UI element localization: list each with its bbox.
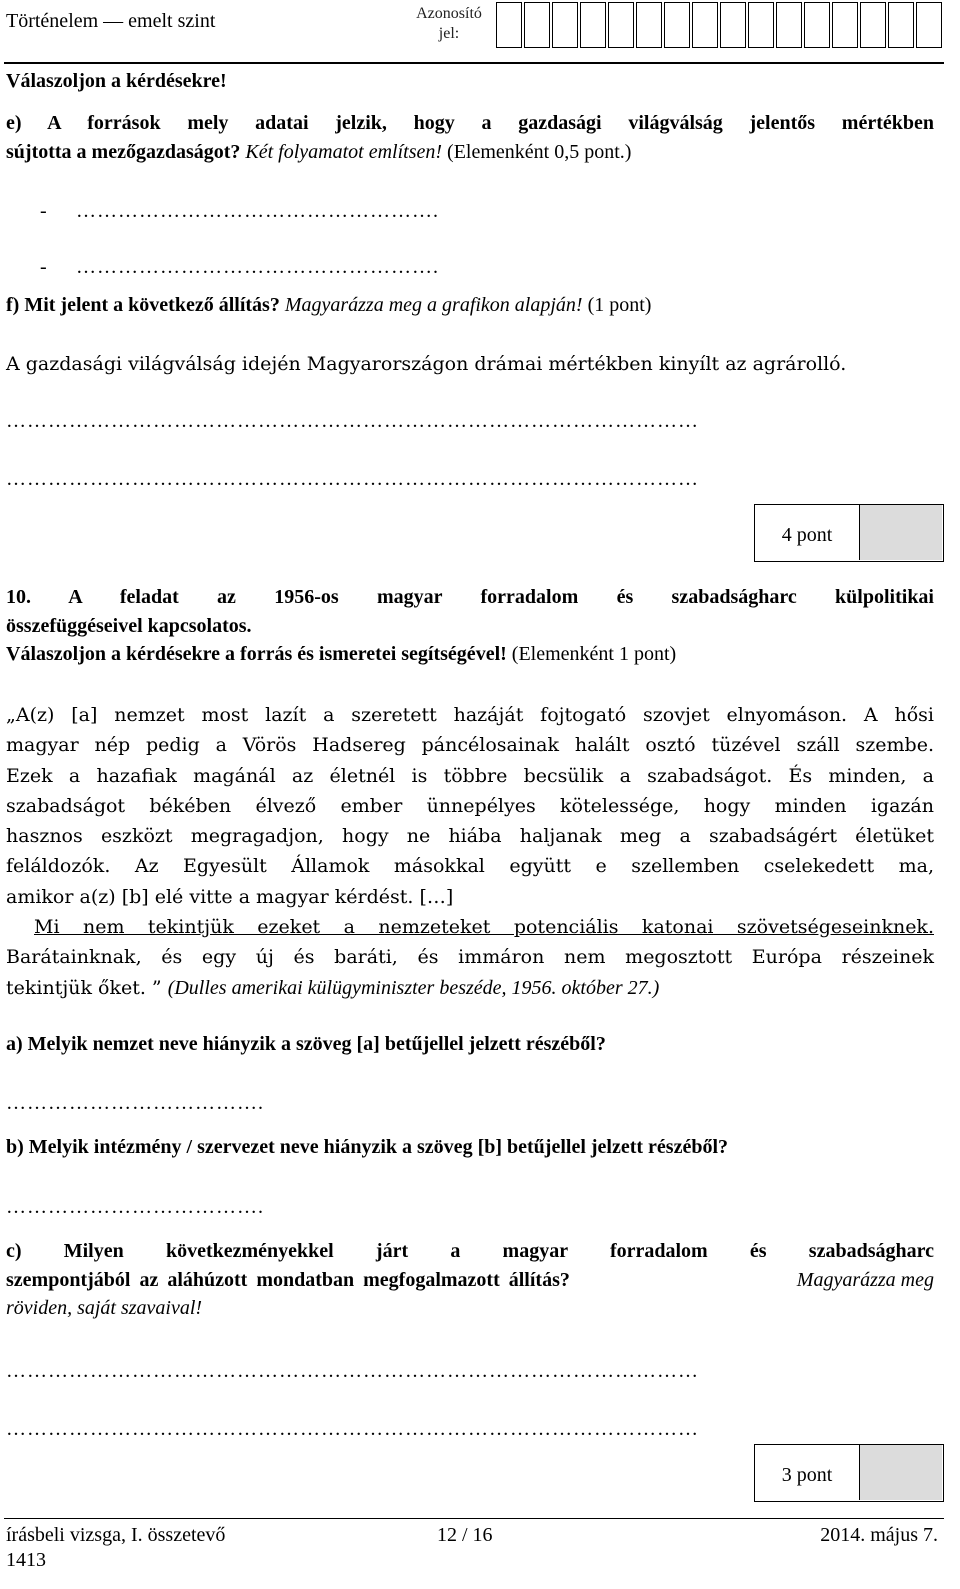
section10-title-line2: összefüggéseivel kapcsolatos. [6,615,252,637]
source-line: feláldozók. Az Egyesült Államok másokkal együtt e szellemben cselekedett ma, [6,855,934,878]
answer-line-1[interactable]: ……………………………………………. [76,200,439,222]
answer-line-c1[interactable]: ……………………………………………………………………………………… [6,1360,699,1382]
source-line: magyar nép pedig a Vörös Hadsereg páncélosainak halált osztó tüzével száll szembe. [6,734,934,757]
question-f-statement: A gazdasági világválság idején Magyarországon drámai mértékben kinyílt az agrárolló. [6,353,847,375]
section10-instruction-bold: Válaszoljon a kérdésekre a forrás és ismeretei segítségével! [6,643,507,665]
id-label-line2: jel: [438,25,460,42]
section10-title-line1: 10. A feladat az 1956-os magyar forradalom és szabadságharc külpolitikai [6,586,934,608]
id-box[interactable] [776,2,802,48]
question-a: a) Melyik nemzet neve hiányzik a szöveg [a] betűjellel jelzett részéből? [6,1033,606,1055]
footer-page-number: 12 / 16 [437,1524,493,1546]
id-box[interactable] [580,2,606,48]
question-b: b) Melyik intézmény / szervezet neve hiányzik a szöveg [b] betűjellel jelzett részéből? [6,1136,729,1158]
score-label-10: 3 pont [755,1445,860,1500]
question-f [6,294,651,317]
question-e-line1: e) A források mely adatai jelzik, hogy a gazdasági világválság jelentős mértékben [6,112,934,134]
header-id-label [410,4,488,44]
section10-instruction [6,643,676,666]
answer-dash-2: - [40,256,47,278]
id-box[interactable] [608,2,634,48]
id-box[interactable] [552,2,578,48]
question-e-line2 [6,141,631,164]
question-c-bold: szempontjából az aláhúzott mondatban megfogalmazott állítás? [6,1269,570,1291]
source-line: „A(z) [a] nemzet most lazít a szeretett hazáját fojtogató szovjet elnyomáson. A hősi [6,704,934,726]
question-f-italic: Magyarázza meg a grafikon alapján! [284,294,583,316]
footer-code: 1413 [6,1549,46,1571]
answer-line-c2[interactable]: ……………………………………………………………………………………… [6,1418,699,1440]
answer-line-2[interactable]: ……………………………………………. [76,256,439,278]
answer-dash-1: - [40,200,47,222]
question-c-line3: röviden, saját szavaival! [6,1297,203,1319]
id-box[interactable] [832,2,858,48]
footer-rule [4,1518,944,1519]
id-box[interactable] [692,2,718,48]
footer-left: írásbeli vizsga, I. összetevő [6,1524,226,1546]
question-e-points: (Elemenként 0,5 pont.) [447,141,632,163]
question-e-italic: Két folyamatot említsen! [245,141,443,163]
answer-line-3[interactable]: ……………………………………………………………………………………… [6,410,699,432]
question-f-bold: f) Mit jelent a következő állítás? [6,294,280,316]
id-box[interactable] [636,2,662,48]
score-field-9[interactable] [860,505,942,560]
section10-instruction-points: (Elemenként 1 pont) [511,643,677,665]
source-line: szabadságot békében élvező ember ünnepélyes kötelessége, hogy minden igazán [6,794,934,817]
question-c-italic: Magyarázza meg [796,1269,934,1291]
id-box[interactable] [916,2,942,48]
source-line: amikor a(z) [b] elé vitte a magyar kérdést. […] [6,885,454,908]
id-label-line1: Azonosító [416,5,482,22]
source-line: Ezek a hazafiak magánál az életnél is többre becsülik a szabadságot. És minden, a [6,764,934,787]
id-box[interactable] [748,2,774,48]
source-underlined-sentence [6,912,934,942]
question-c-line2 [6,1269,934,1292]
source-last-plain: tekintjük őket. ” [6,976,162,999]
score-box-10 [754,1444,944,1502]
header-rule [4,62,944,64]
source-line: hasznos eszközt megragadjon, hogy ne hiába haljanak meg a szabadságért életüket [6,825,934,848]
source-line: Barátainknak, és egy új és baráti, és immáron nem megosztott Európa részeinek [6,946,934,969]
id-box[interactable] [524,2,550,48]
underlined-text: Mi nem tekintjük ezeket a nemzeteket potenciális katonai szövetségeseinknek. [34,916,934,939]
score-label-9: 4 pont [755,505,860,560]
id-box[interactable] [860,2,886,48]
footer-date: 2014. május 7. [820,1524,938,1546]
score-box-9 [754,504,944,562]
id-box[interactable] [720,2,746,48]
source-last-line [6,973,934,1003]
question-c-line1: c) Milyen következményekkel járt a magyar forradalom és szabadságharc [6,1240,934,1262]
source-text [6,700,934,1003]
id-box[interactable] [664,2,690,48]
source-citation: (Dulles amerikai külügyminiszter beszéde, 1956. október 27.) [167,976,660,999]
answer-line-a[interactable]: ………………………………. [6,1092,264,1114]
header-subject: Történelem — emelt szint [6,10,216,32]
score-field-10[interactable] [860,1445,942,1500]
id-box[interactable] [496,2,522,48]
question-e-bold: sújtotta a mezőgazdaságot? [6,141,241,163]
answer-line-4[interactable]: ……………………………………………………………………………………… [6,468,699,490]
id-box[interactable] [804,2,830,48]
question-f-points: (1 pont) [587,294,652,316]
id-box[interactable] [888,2,914,48]
answer-line-b[interactable]: ………………………………. [6,1196,264,1218]
section9-instruction: Válaszoljon a kérdésekre! [6,70,227,92]
